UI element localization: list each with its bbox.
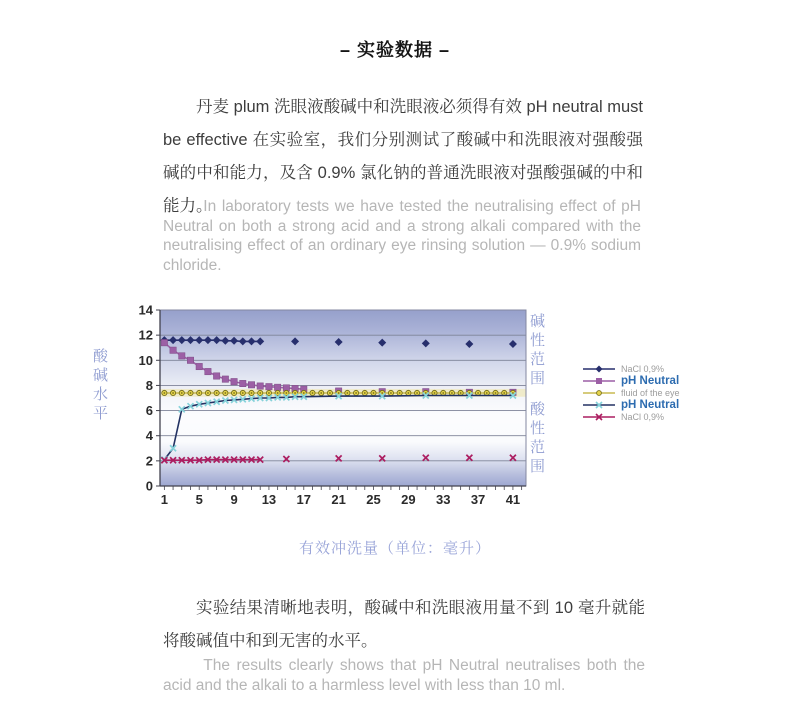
page-title: – 实验数据 –	[339, 40, 451, 60]
svg-text:8: 8	[145, 377, 153, 393]
legend-marker-cross-icon	[583, 400, 615, 410]
legend-marker-diamond-icon	[583, 364, 615, 374]
svg-text:9: 9	[230, 492, 238, 507]
intro-paragraph-en: In laboratory tests we have tested the neutralising effect of pH Neutral on both a strong acid and a strong alkali compared with the neutralising effect of an ordinary eye rinsing solution — 0.9% sodium chloride.	[163, 198, 641, 274]
ph-neutralisation-line-chart	[130, 298, 534, 524]
svg-text:13: 13	[261, 492, 277, 507]
result-paragraph-en: The results clearly shows that pH Neutral neutralises both the acid and the alkali to a harmless level with less than 10 ml.	[163, 657, 645, 694]
x-axis-title: 有效冲洗量（单位：毫升）	[298, 540, 491, 557]
svg-text:5: 5	[195, 492, 203, 507]
chart-legend	[583, 363, 680, 423]
svg-text:21: 21	[331, 492, 346, 507]
svg-text:37: 37	[470, 492, 486, 507]
svg-text:29: 29	[401, 492, 416, 507]
legend-item-3	[583, 399, 680, 411]
legend-label: fluid of the eye	[621, 388, 680, 398]
legend-label: NaCl 0,9%	[621, 412, 665, 422]
legend-marker-square-icon	[583, 376, 615, 386]
legend-label: pH Neutral	[621, 375, 680, 387]
svg-text:12: 12	[138, 327, 153, 343]
legend-label: pH Neutral	[621, 399, 680, 411]
svg-text:33: 33	[435, 492, 451, 507]
alkaline-range-label: 碱性范围	[528, 313, 545, 389]
legend-item-1	[583, 375, 680, 387]
svg-text:0: 0	[145, 478, 153, 494]
result-paragraph-cn: 实验结果清晰地表明，酸碱中和洗眼液用量不到 10 毫升就能将酸碱值中和到无害的水平。	[163, 599, 645, 650]
svg-text:17: 17	[296, 492, 312, 507]
legend-item-4	[583, 412, 680, 422]
svg-text:10: 10	[138, 352, 153, 368]
svg-text:25: 25	[366, 492, 381, 507]
svg-text:14: 14	[138, 302, 153, 318]
legend-item-2	[583, 388, 680, 398]
legend-label: NaCl 0,9%	[621, 364, 665, 374]
legend-marker-cross-icon	[583, 412, 615, 422]
y-axis-title: 酸碱水平	[91, 348, 108, 424]
svg-text:1: 1	[160, 492, 168, 507]
legend-marker-ring-icon	[583, 388, 615, 398]
legend-item-0	[583, 364, 680, 374]
svg-text:41: 41	[505, 492, 521, 507]
svg-text:2: 2	[145, 453, 153, 469]
intro-paragraph-cn: 丹麦 plum 洗眼液酸碱中和洗眼液必须得有效 pH neutral must be effective 在实验室，我们分别测试了酸碱中和洗眼液对强酸强碱的中和能力，及含 0.9% 氯化钠的普通洗眼液对强酸强碱的中和能力。	[163, 98, 643, 215]
acid-range-label: 酸性范围	[528, 401, 545, 477]
svg-text:6: 6	[145, 403, 153, 419]
svg-text:4: 4	[145, 428, 153, 444]
